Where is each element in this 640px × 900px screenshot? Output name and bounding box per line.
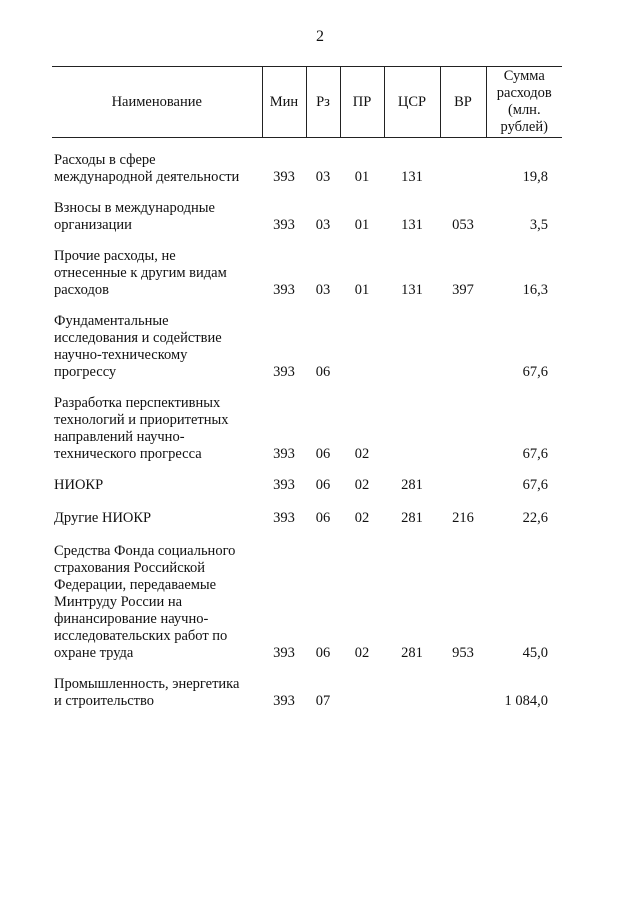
header-name: Наименование (52, 67, 262, 138)
row-pr: 01 (354, 282, 370, 298)
row-vr: 953 (452, 645, 474, 661)
row-min: 393 (273, 282, 295, 298)
row-csr: 281 (401, 510, 423, 526)
header-vr: ВР (440, 67, 486, 138)
row-name-line: Федерации, передаваемые (54, 577, 217, 593)
row-name-line: НИОКР (54, 477, 104, 493)
row-name (52, 510, 262, 527)
row-name-line: страхования Российской (54, 560, 205, 576)
table-header-row (52, 67, 562, 138)
row-pr: 02 (354, 477, 370, 493)
row-name (52, 543, 262, 662)
row-name-line: Промышленность, энергетика (54, 676, 240, 692)
row-rz: 06 (315, 510, 331, 526)
row-rz: 07 (315, 693, 331, 709)
row-min: 393 (273, 169, 295, 185)
row-name-line: расходов (54, 282, 109, 298)
row-name-line: научно-техническому (54, 347, 188, 363)
table-row (52, 676, 562, 710)
row-min: 393 (273, 364, 295, 380)
row-pr: 01 (354, 169, 370, 185)
row-vr: 053 (452, 217, 474, 233)
row-rz: 06 (315, 446, 331, 462)
row-pr (340, 313, 384, 381)
header-csr: ЦСР (384, 67, 440, 138)
row-csr: 281 (401, 477, 423, 493)
row-name-line: технологий и приоритетных (54, 412, 229, 428)
table-row (52, 248, 562, 299)
table-row (52, 313, 562, 381)
row-sum: 19,8 (522, 169, 548, 185)
header-sum-line: Сумма (503, 68, 545, 84)
row-vr (440, 395, 486, 463)
row-min: 393 (273, 510, 295, 526)
row-name (52, 477, 262, 494)
table-body (52, 138, 562, 711)
row-rz: 03 (315, 282, 331, 298)
header-sum-line: рублей) (500, 119, 548, 135)
row-sum: 67,6 (522, 364, 548, 380)
row-min: 393 (273, 477, 295, 493)
row-name-line: Прочие расходы, не (54, 248, 176, 264)
table-row (52, 543, 562, 662)
row-sum: 16,3 (522, 282, 548, 298)
row-name (52, 200, 262, 234)
row-name-line: Минтруду России на (54, 594, 183, 610)
row-name-line: организации (54, 217, 132, 233)
table-row (52, 152, 562, 186)
row-vr (440, 477, 486, 494)
row-name-line: Разработка перспективных (54, 395, 221, 411)
row-name-line: исследовательских работ по (54, 628, 228, 644)
row-rz: 06 (315, 477, 331, 493)
row-sum: 22,6 (522, 510, 548, 526)
row-name (52, 676, 262, 710)
row-vr: 216 (452, 510, 474, 526)
table-row (52, 200, 562, 234)
row-name-line: прогрессу (54, 364, 117, 380)
row-rz: 06 (315, 364, 331, 380)
row-name-line: направлений научно- (54, 429, 185, 445)
row-name-line: Фундаментальные (54, 313, 169, 329)
row-sum: 3,5 (529, 217, 548, 233)
table-row (52, 510, 562, 527)
row-rz: 06 (315, 645, 331, 661)
row-vr (440, 676, 486, 710)
header-min: Мин (262, 67, 306, 138)
table-row (52, 395, 562, 463)
row-name-line: отнесенные к другим видам (54, 265, 227, 281)
row-name (52, 313, 262, 381)
row-rz: 03 (315, 217, 331, 233)
table-row (52, 477, 562, 494)
row-pr (340, 676, 384, 710)
row-name (52, 152, 262, 186)
row-sum: 67,6 (522, 477, 548, 493)
row-min: 393 (273, 217, 295, 233)
row-csr (384, 676, 440, 710)
row-name-line: и строительство (54, 693, 154, 709)
row-sum: 67,6 (522, 446, 548, 462)
row-pr: 02 (354, 446, 370, 462)
header-sum-line: расходов (496, 85, 552, 101)
row-min: 393 (273, 693, 295, 709)
row-csr: 131 (401, 169, 423, 185)
row-min: 393 (273, 645, 295, 661)
row-csr: 131 (401, 217, 423, 233)
row-name-line: Расходы в сфере (54, 152, 156, 168)
row-min: 393 (273, 446, 295, 462)
row-name-line: Взносы в международные (54, 200, 215, 216)
row-vr: 397 (452, 282, 474, 298)
row-pr: 02 (354, 510, 370, 526)
row-vr (440, 152, 486, 186)
row-pr: 01 (354, 217, 370, 233)
row-csr: 131 (401, 282, 423, 298)
row-name-line: исследования и содействие (54, 330, 222, 346)
row-name-line: технического прогресса (54, 446, 202, 462)
row-vr (440, 313, 486, 381)
row-name-line: Средства Фонда социального (54, 543, 236, 559)
row-rz: 03 (315, 169, 331, 185)
page-number: 2 (316, 28, 324, 45)
row-csr (384, 395, 440, 463)
row-sum: 1 084,0 (504, 693, 548, 709)
row-name-line: Другие НИОКР (54, 510, 152, 526)
row-name-line: международной деятельности (54, 169, 240, 185)
row-pr: 02 (354, 645, 370, 661)
row-name-line: охране труда (54, 645, 134, 661)
expenditure-table (52, 66, 562, 710)
row-name (52, 395, 262, 463)
row-name (52, 248, 262, 299)
header-pr: ПР (340, 67, 384, 138)
row-name-line: финансирование научно- (54, 611, 209, 627)
header-rz: Рз (306, 67, 340, 138)
row-sum: 45,0 (522, 645, 548, 661)
row-csr: 281 (401, 645, 423, 661)
header-sum (486, 67, 562, 138)
row-csr (384, 313, 440, 381)
header-sum-line: (млн. (507, 102, 541, 118)
